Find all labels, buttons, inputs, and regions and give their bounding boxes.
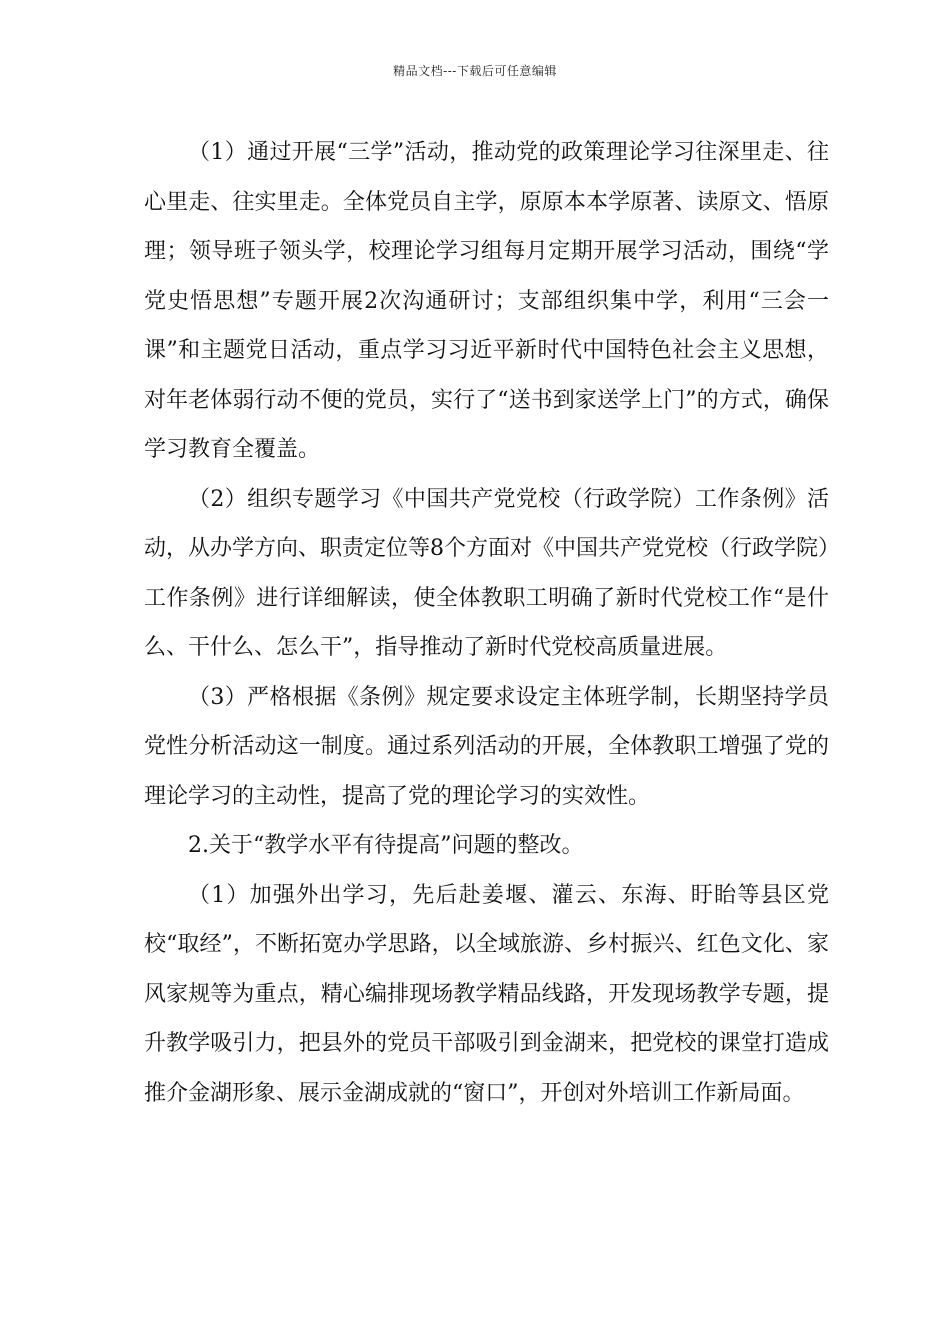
paragraph-study-activities: （1）通过开展“三学”活动，推动党的政策理论学习往深里走、往心里走、往实里走。全体党员自主学，原原本本学原著、读原文、悟原理；领导班子领头学，校理论学习组每月定期开展学习活动，围绕“学党史悟思想”专题开展2次沟通研讨；支部组织集中学，利用“三会一课”和主题党日活动，重点学习习近平新时代中国特色社会主义思想，对年老体弱行动不便的党员，实行了“送书到家送学上门”的方式，确保学习教育全覆盖。	[144, 140, 829, 462]
page-header: 精品文档---下载后可任意编辑	[393, 64, 557, 78]
paragraph-class-system: （3）严格根据《条例》规定要求设定主体班学制，长期坚持学员党性分析活动这一制度。通过系列活动的开展，全体教职工增强了党的理论学习的主动性，提高了党的理论学习的实效性。	[144, 684, 829, 809]
section-heading-teaching: 2.关于“教学水平有待提高”问题的整改。	[188, 833, 584, 858]
document-body	[144, 128, 829, 1118]
paragraph-external-learning: （1）加强外出学习，先后赴姜堰、灌云、东海、盱眙等县区党校“取经”，不断拓宽办学思路，以全域旅游、乡村振兴、红色文化、家风家规等为重点，精心编排现场教学精品线路，开发现场教学专题，提升教学吸引力，把县外的党员干部吸引到金湖来，把党校的课堂打造成推介金湖形象、展示金湖成就的“窗口”，开创对外培训工作新局面。	[144, 882, 829, 1106]
paragraph-regulation-study: （2）组织专题学习《中国共产党党校（行政学院）工作条例》活动，从办学方向、职责定位等8个方面对《中国共产党党校（行政学院）工作条例》进行详细解读，使全体教职工明确了新时代党校工作“是什么、干什么、怎么干”，指导推动了新时代党校高质量进展。	[144, 486, 829, 660]
